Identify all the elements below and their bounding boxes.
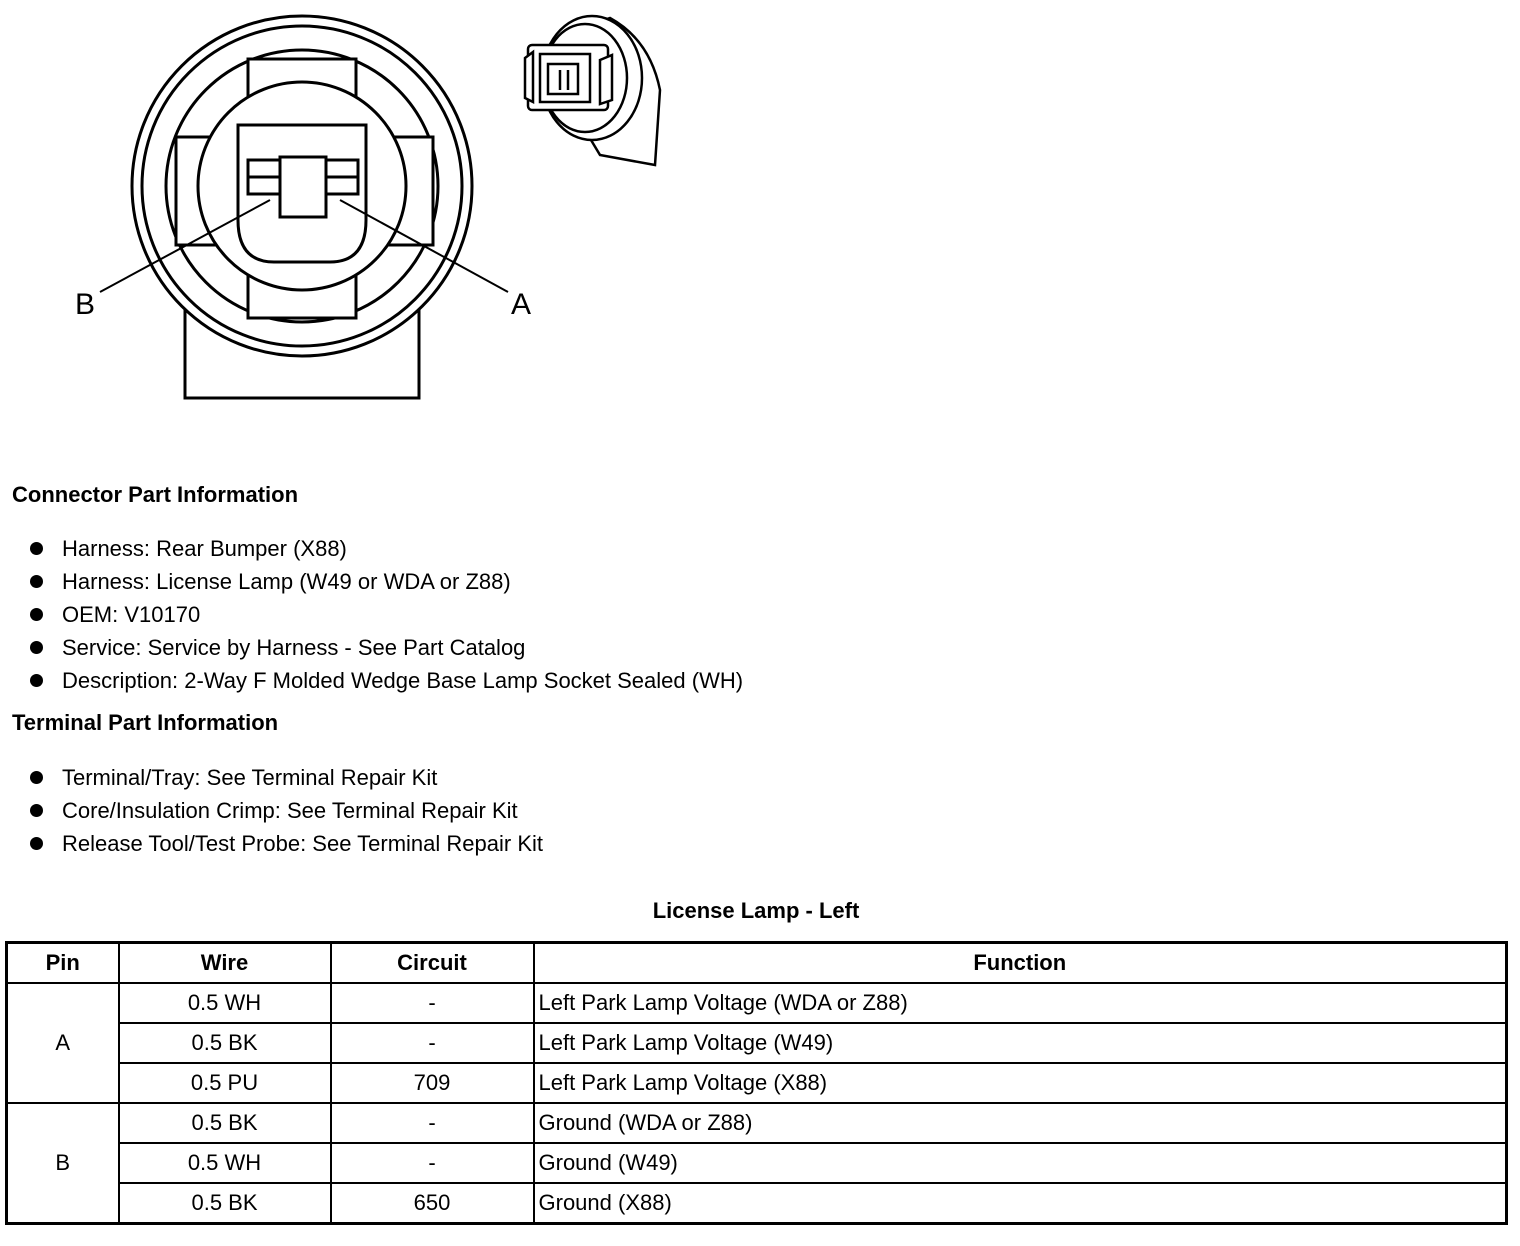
table-title: License Lamp - Left xyxy=(652,898,860,923)
table-row xyxy=(7,1103,1507,1143)
function-cell: Left Park Lamp Voltage (W49) xyxy=(534,1023,1507,1063)
function-cell: Ground (WDA or Z88) xyxy=(534,1103,1507,1143)
list-item: Harness: License Lamp (W49 or WDA or Z88) xyxy=(30,565,743,598)
circuit-cell: 709 xyxy=(331,1063,534,1103)
bullet-icon xyxy=(30,804,43,817)
pin-cell: A xyxy=(7,983,119,1103)
list-item: Core/Insulation Crimp: See Terminal Repair Kit xyxy=(30,794,543,827)
table-row xyxy=(7,1023,1507,1063)
list-item: Description: 2-Way F Molded Wedge Base Lamp Socket Sealed (WH) xyxy=(30,664,743,697)
table-header-row xyxy=(7,943,1507,984)
wire-cell: 0.5 WH xyxy=(119,983,331,1023)
bullet-icon xyxy=(30,542,43,555)
wire-cell: 0.5 BK xyxy=(119,1183,331,1224)
header-function: Function xyxy=(534,943,1507,984)
bullet-icon xyxy=(30,608,43,621)
connector-info-heading: Connector Part Information xyxy=(12,482,299,507)
pin-cell: B xyxy=(7,1103,119,1224)
bullet-icon xyxy=(30,641,43,654)
circuit-cell: - xyxy=(331,1103,534,1143)
header-circuit: Circuit xyxy=(331,943,534,984)
bullet-icon xyxy=(30,771,43,784)
table-row xyxy=(7,1063,1507,1103)
bullet-icon xyxy=(30,575,43,588)
header-pin: Pin xyxy=(7,943,119,984)
wire-cell: 0.5 PU xyxy=(119,1063,331,1103)
list-item: OEM: V10170 xyxy=(30,598,743,631)
terminal-info-list xyxy=(30,761,543,860)
pin-label-b: B xyxy=(75,288,96,321)
table-row xyxy=(7,1183,1507,1224)
table-row xyxy=(7,1143,1507,1183)
function-cell: Left Park Lamp Voltage (WDA or Z88) xyxy=(534,983,1507,1023)
bullet-icon xyxy=(30,837,43,850)
list-item: Release Tool/Test Probe: See Terminal Repair Kit xyxy=(30,827,543,860)
header-wire: Wire xyxy=(119,943,331,984)
list-item: Harness: Rear Bumper (X88) xyxy=(30,532,743,565)
table-row xyxy=(7,983,1507,1023)
terminal-center-block xyxy=(280,157,326,217)
bullet-icon xyxy=(30,674,43,687)
circuit-cell: - xyxy=(331,983,534,1023)
terminal-info-heading: Terminal Part Information xyxy=(12,710,279,735)
function-cell: Ground (X88) xyxy=(534,1183,1507,1224)
function-cell: Left Park Lamp Voltage (X88) xyxy=(534,1063,1507,1103)
pin-function-table xyxy=(5,941,1508,1225)
circuit-cell: 650 xyxy=(331,1183,534,1224)
wire-cell: 0.5 BK xyxy=(119,1103,331,1143)
wire-cell: 0.5 BK xyxy=(119,1023,331,1063)
connector-face-diagram xyxy=(0,0,700,420)
connector-info-list xyxy=(30,532,743,697)
circuit-cell: - xyxy=(331,1023,534,1063)
wire-cell: 0.5 WH xyxy=(119,1143,331,1183)
circuit-cell: - xyxy=(331,1143,534,1183)
list-item: Terminal/Tray: See Terminal Repair Kit xyxy=(30,761,543,794)
function-cell: Ground (W49) xyxy=(534,1143,1507,1183)
pin-label-a: A xyxy=(511,288,532,321)
connector-isometric-view xyxy=(525,16,660,165)
list-item: Service: Service by Harness - See Part Catalog xyxy=(30,631,743,664)
